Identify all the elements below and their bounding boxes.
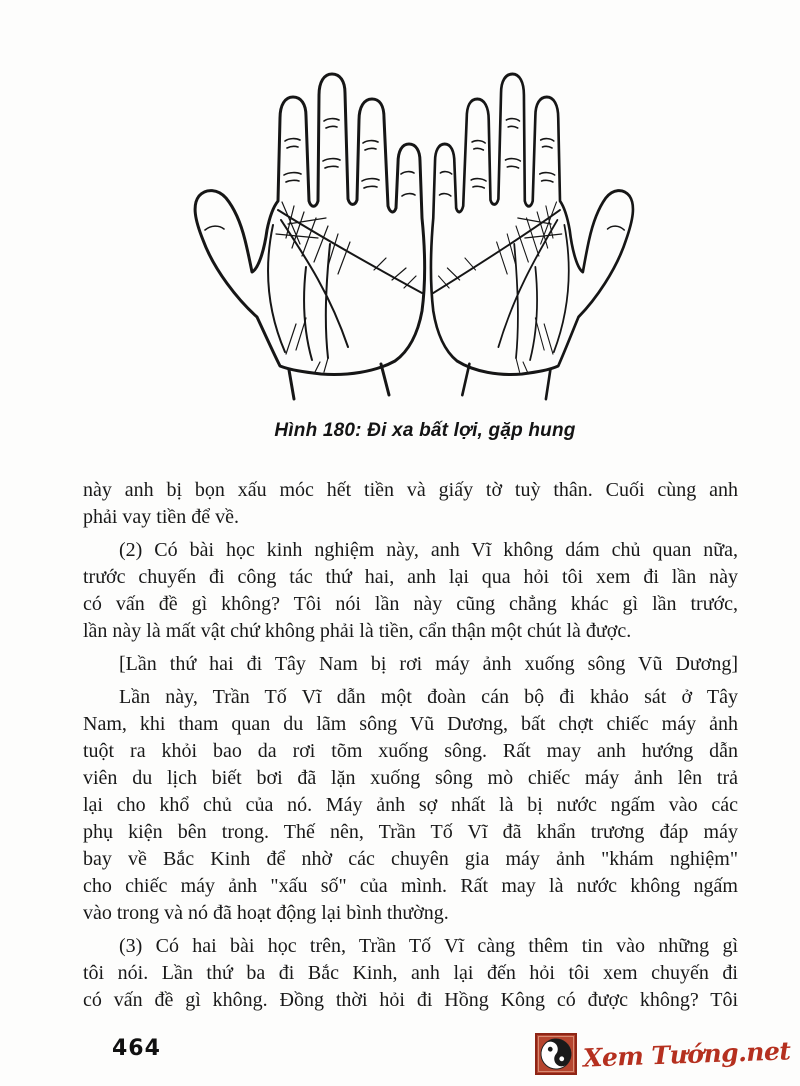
watermark-text: Xem Tướng.net <box>582 1035 791 1073</box>
paragraph <box>83 651 738 678</box>
page-number: 464 <box>112 1036 161 1061</box>
text-line: [Lần thứ hai đi Tây Nam bị rơi máy ảnh xuống sông Vũ Dương] <box>119 653 738 675</box>
figure-caption: Hình 180: Đi xa bất lợi, gặp hung <box>274 420 576 441</box>
text-line: trước chuyến đi công tác thứ hai, anh lại qua hỏi tôi xem đi lần này <box>83 566 738 588</box>
text-line: bay về Bắc Kinh để nhờ các chuyên gia máy ảnh "khám nghiệm" <box>83 848 738 870</box>
paragraph <box>83 933 738 1014</box>
body-text <box>83 477 738 1014</box>
text-line: lại cho khổ chủ của nó. Máy ảnh sợ nhất là bị nước ngấm vào các <box>83 794 738 816</box>
text-line: Nam, khi tham quan du lãm sông Vũ Dương, bất chợt chiếc máy ảnh <box>83 713 738 735</box>
text-line: có vấn đề gì không? Tôi nói lần này cũng chẳng khác gì lần trước, <box>83 593 738 615</box>
paragraph <box>83 477 738 531</box>
text-line: tuột ra khỏi bao da rơi tõm xuống sông. Rất may anh hướng dẫn <box>83 740 738 762</box>
text-line: (3) Có hai bài học trên, Trần Tố Vĩ càng thêm tin vào những gì <box>119 935 738 957</box>
text-line: Lần này, Trần Tố Vĩ dẫn một đoàn cán bộ đi khảo sát ở Tây <box>119 686 738 708</box>
paragraph <box>83 537 738 645</box>
right-palm <box>431 74 633 399</box>
paragraph <box>83 684 738 927</box>
text-line: lần này là mất vật chứ không phải là tiền, cẩn thận một chút là được. <box>83 620 632 642</box>
yin-yang-icon <box>535 1033 577 1075</box>
watermark <box>535 1033 790 1075</box>
text-line: này anh bị bọn xấu móc hết tiền và giấy tờ tuỳ thân. Cuối cùng anh <box>83 479 738 501</box>
text-line: viên du lịch biết bơi đã lặn xuống sông mò chiếc máy ảnh lên trả <box>83 767 738 789</box>
text-line: phụ kiện bên trong. Thế nên, Trần Tố Vĩ đã khẩn trương đáp máy <box>83 821 738 843</box>
left-palm <box>195 74 425 399</box>
text-line: vào trong và nó đã hoạt động lại bình thường. <box>83 902 449 924</box>
text-line: cho chiếc máy ảnh "xấu số" của mình. Rất may là nước không ngấm <box>83 875 738 897</box>
text-line: (2) Có bài học kinh nghiệm này, anh Vĩ không dám chủ quan nữa, <box>119 539 738 561</box>
text-line: phải vay tiền để về. <box>83 506 240 528</box>
palms-illustration <box>178 58 648 403</box>
text-line: tôi nói. Lần thứ ba đi Bắc Kinh, anh lại đến hỏi tôi xem chuyến đi <box>83 962 738 984</box>
text-line: có vấn đề gì không. Đồng thời hỏi đi Hồng Kông có được không? Tôi <box>83 989 738 1011</box>
